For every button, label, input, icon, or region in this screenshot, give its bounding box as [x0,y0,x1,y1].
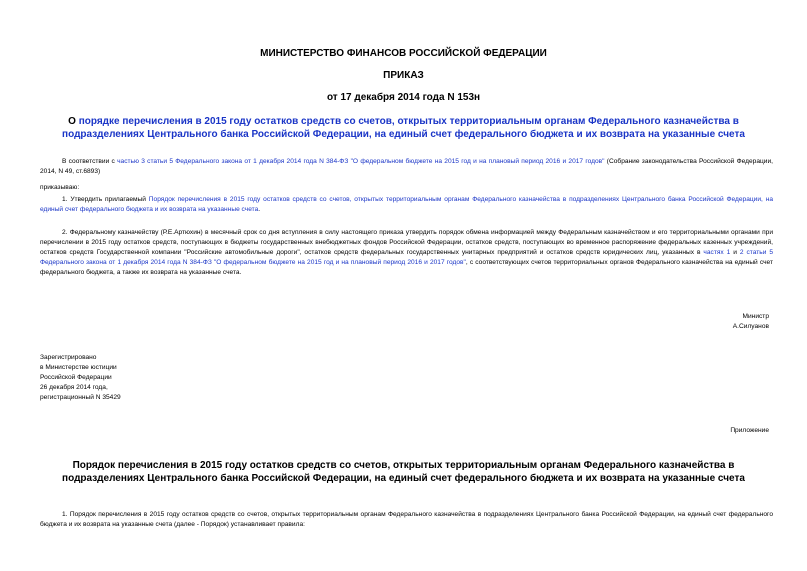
registration-block [40,353,121,403]
item-1-lead: 1. Утвердить прилагаемый [62,196,149,203]
registration-line: регистрационный N 35429 [40,394,121,401]
registration-line: Зарегистрировано [40,354,97,361]
appendix-item-1: 1. Порядок перечисления в 2015 году остатков средств со счетов, открытых территориальным органам Федерального казначейства в подразделениях Центрального банка Российской Федерации, на единый счет федерального бюджета и их возврата на указанные счета (далее - Порядок) устанавливает правила: [40,511,773,528]
prikazyvayu-text: приказываю: [40,184,80,191]
title-link[interactable]: порядке перечисления в 2015 году остатков средств со счетов, открытых территориальным органам Федерального казначейства в подразделениях Центрального банка Российской Федерации, на единый счет федерального бюджета и их возврата на указанные счета [62,116,745,140]
title-prefix: О [68,116,79,127]
item-1-paragraph [40,195,773,215]
item-1-tail: . [258,206,261,213]
order-title [60,115,747,141]
basis-tail: (Собрание законодательства Российской Федерации, 2014, N 49, ст.6893) [40,158,773,175]
item-2-paragraph [40,228,773,278]
item-1-procedure-link[interactable]: Порядок перечисления в 2015 году остатков средств со счетов, открытых территориальным органам Федерального казначейства в подразделениях Центрального банка Российской Федерации, на единый счет федерального бюджета и их возврата на указанные счета [40,196,773,213]
basis-lead: В соответствии с [62,158,118,165]
basis-paragraph [40,157,773,177]
item-2-tail: , с соответствующих счетов территориальных органов Федерального казначейства на единый счет федерального бюджета, а также их возврата на указанные счета. [40,259,773,276]
date-number-heading: от 17 декабря 2014 года N 153н [326,92,481,103]
item-2-law-link[interactable]: 2 статьи 5 Федерального закона от 1 декабря 2014 года N 384-ФЗ "О федеральном бюджете на 2015 год и на плановый период 2016 и 2017 годов" [40,249,773,266]
item-2-parts-link[interactable]: частях 1 [703,249,731,256]
registration-line: Российской Федерации [40,374,112,381]
appendix-title: Порядок перечисления в 2015 году остатков средств со счетов, открытых территориальным органам Федерального казначейства в подразделениях Центрального банка Российской Федерации, на единый счет федерального бюджета и их возврата на указанные счета [62,460,745,484]
item-2-lead: 2. Федеральному казначейству (Р.Е.Артюхин) в месячный срок со дня вступления в силу настоящего приказа утвердить порядок обмена информацией между Федеральным казначейством и его территориальными органами при перечислении в 2015 году остатков средств, поступающих в бюджеты государственных внебюджетных фондов Российской Федерации, остатков средств, поступающих во временное распоряжение федеральных казенных учреждений, остатков средств Государственной компании "Российские автомобильные дороги", остатков средств федеральных государственных унитарных предприятий и остатков средств юридических лиц, указанных в [40,229,773,256]
appendix-label: Приложение [730,427,769,434]
basis-law-link[interactable]: частью 3 статьи 5 Федерального закона от 1 декабря 2014 года N 384-ФЗ "О федеральном бюджете на 2015 год и на плановый период 2016 и 2017 годов" [117,158,605,165]
registration-line: 26 декабря 2014 года, [40,384,108,391]
signature-block [733,312,769,332]
item-2-mid: и [730,249,740,256]
doc-type-heading: ПРИКАЗ [383,70,424,81]
registration-line: в Министерстве юстиции [40,364,117,371]
signature-position: Министр [742,313,769,320]
signature-name: А.Силуанов [732,323,769,330]
ministry-heading: МИНИСТЕРСТВО ФИНАНСОВ РОССИЙСКОЙ ФЕДЕРАЦИИ [260,48,547,59]
